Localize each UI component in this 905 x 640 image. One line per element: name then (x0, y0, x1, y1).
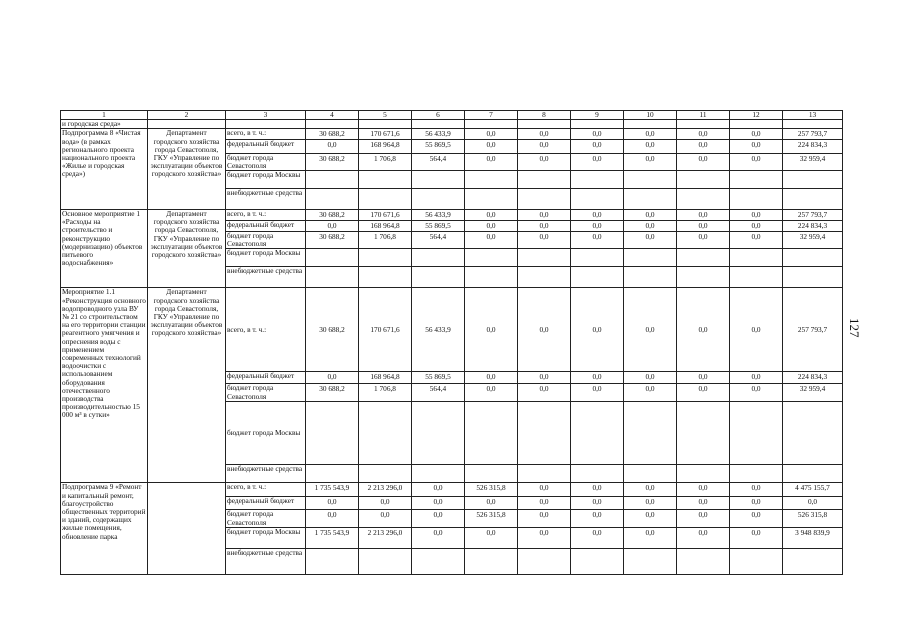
empty-cell (571, 171, 624, 189)
value-cell: 0,0 (465, 232, 518, 249)
value-cell: 0,0 (677, 153, 730, 170)
empty-cell (730, 189, 783, 210)
empty-cell (359, 171, 412, 189)
empty-cell (412, 249, 465, 267)
value-cell: 0,0 (624, 129, 677, 139)
funding-source-label: всего, в т. ч.: (226, 288, 306, 372)
empty-cell (465, 548, 518, 574)
empty-cell (783, 548, 843, 574)
empty-cell (306, 465, 359, 483)
empty-cell (518, 465, 571, 483)
program-name: Основное мероприятие 1 «Расходы на строительство и реконструкцию (модернизацию) объектов питьевого водоснабжения» (61, 210, 148, 288)
header-cell: 12 (730, 111, 783, 120)
value-cell: 526 315,8 (465, 483, 518, 497)
value-cell: 0,0 (412, 497, 465, 510)
value-cell: 32 959,4 (783, 384, 843, 402)
value-cell: 0,0 (518, 210, 571, 221)
value-cell: 32 959,4 (783, 232, 843, 249)
empty-cell (359, 267, 412, 288)
value-cell: 0,0 (518, 232, 571, 249)
value-cell: 56 433,9 (412, 288, 465, 372)
value-cell: 2 213 296,0 (359, 483, 412, 497)
value-cell: 0,0 (465, 384, 518, 402)
value-cell: 526 315,8 (783, 510, 843, 527)
funding-source-label: бюджет города Москвы (226, 171, 306, 189)
value-cell: 0,0 (518, 527, 571, 548)
empty-cell (412, 171, 465, 189)
empty-cell (677, 548, 730, 574)
table-row (61, 210, 843, 221)
funding-source-label: бюджет города Москвы (226, 527, 306, 548)
value-cell: 0,0 (730, 288, 783, 372)
empty-cell (518, 189, 571, 210)
value-cell: 0,0 (571, 510, 624, 527)
value-cell: 0,0 (571, 153, 624, 170)
value-cell: 0,0 (624, 527, 677, 548)
empty-cell (571, 120, 624, 129)
value-cell: 0,0 (677, 139, 730, 153)
value-cell: 0,0 (571, 527, 624, 548)
table-row (61, 288, 843, 372)
empty-cell (148, 120, 226, 129)
empty-cell (730, 171, 783, 189)
value-cell: 30 688,2 (306, 153, 359, 170)
value-cell: 0,0 (730, 139, 783, 153)
empty-cell (783, 465, 843, 483)
header-cell: 4 (306, 111, 359, 120)
value-cell: 0,0 (677, 497, 730, 510)
value-cell: 0,0 (624, 384, 677, 402)
empty-cell (518, 249, 571, 267)
empty-cell (624, 402, 677, 465)
header-cell: 3 (226, 111, 306, 120)
value-cell: 0,0 (359, 497, 412, 510)
empty-cell (306, 171, 359, 189)
header-cell: 6 (412, 111, 465, 120)
empty-cell (571, 189, 624, 210)
empty-cell (226, 120, 306, 129)
value-cell: 526 315,8 (465, 510, 518, 527)
empty-cell (624, 548, 677, 574)
value-cell: 0,0 (624, 497, 677, 510)
value-cell: 257 793,7 (783, 288, 843, 372)
value-cell: 0,0 (571, 129, 624, 139)
value-cell: 4 475 155,7 (783, 483, 843, 497)
empty-cell (677, 465, 730, 483)
value-cell: 168 964,8 (359, 139, 412, 153)
empty-cell (306, 267, 359, 288)
value-cell: 0,0 (518, 129, 571, 139)
value-cell: 0,0 (730, 497, 783, 510)
empty-cell (677, 249, 730, 267)
value-cell: 0,0 (465, 497, 518, 510)
value-cell: 0,0 (518, 372, 571, 384)
header-cell: 11 (677, 111, 730, 120)
empty-cell (412, 402, 465, 465)
empty-cell (677, 189, 730, 210)
value-cell: 56 433,9 (412, 129, 465, 139)
empty-cell (412, 465, 465, 483)
funding-source-label: бюджет города Москвы (226, 249, 306, 267)
empty-cell (677, 171, 730, 189)
value-cell: 0,0 (465, 288, 518, 372)
value-cell: 0,0 (518, 139, 571, 153)
value-cell: 0,0 (730, 153, 783, 170)
header-cell: 13 (783, 111, 843, 120)
value-cell: 0,0 (465, 527, 518, 548)
value-cell: 0,0 (518, 483, 571, 497)
value-cell: 0,0 (306, 372, 359, 384)
value-cell: 0,0 (677, 527, 730, 548)
value-cell: 564,4 (412, 384, 465, 402)
value-cell: 168 964,8 (359, 372, 412, 384)
empty-cell (783, 189, 843, 210)
header-cell: 7 (465, 111, 518, 120)
empty-cell (465, 171, 518, 189)
empty-cell (571, 548, 624, 574)
value-cell: 257 793,7 (783, 210, 843, 221)
empty-cell (465, 402, 518, 465)
empty-cell (306, 120, 359, 129)
value-cell: 56 433,9 (412, 210, 465, 221)
value-cell: 0,0 (571, 210, 624, 221)
value-cell: 0,0 (677, 232, 730, 249)
value-cell: 564,4 (412, 232, 465, 249)
empty-cell (306, 548, 359, 574)
funding-source-label: бюджет города Севастополя (226, 510, 306, 527)
value-cell: 0,0 (624, 232, 677, 249)
executor: Департамент городского хозяйства города Севастополя, ГКУ «Управление по эксплуатации объектов городского хозяйства» (148, 288, 226, 483)
value-cell: 30 688,2 (306, 384, 359, 402)
program-name: Подпрограмма 8 «Чистая вода» (в рамках регионального проекта национального проекта «Жилье и городская среда») (61, 129, 148, 210)
empty-cell (465, 465, 518, 483)
value-cell: 0,0 (571, 221, 624, 232)
value-cell: 0,0 (571, 497, 624, 510)
empty-cell (412, 267, 465, 288)
value-cell: 224 834,3 (783, 221, 843, 232)
value-cell: 0,0 (624, 139, 677, 153)
value-cell: 55 869,5 (412, 372, 465, 384)
value-cell: 0,0 (677, 210, 730, 221)
value-cell: 564,4 (412, 153, 465, 170)
empty-cell (412, 189, 465, 210)
value-cell: 30 688,2 (306, 232, 359, 249)
empty-cell (412, 548, 465, 574)
value-cell: 0,0 (412, 527, 465, 548)
empty-cell (624, 267, 677, 288)
value-cell: 0,0 (359, 510, 412, 527)
empty-cell (730, 267, 783, 288)
value-cell: 0,0 (518, 221, 571, 232)
value-cell: 0,0 (624, 372, 677, 384)
value-cell: 1 735 543,9 (306, 527, 359, 548)
empty-cell (306, 189, 359, 210)
value-cell: 257 793,7 (783, 129, 843, 139)
value-cell: 0,0 (624, 210, 677, 221)
value-cell: 0,0 (518, 288, 571, 372)
empty-cell (677, 402, 730, 465)
value-cell: 2 213 296,0 (359, 527, 412, 548)
empty-cell (677, 267, 730, 288)
value-cell: 0,0 (465, 139, 518, 153)
empty-cell (783, 249, 843, 267)
empty-cell (624, 171, 677, 189)
empty-cell (518, 171, 571, 189)
program-name: Подпрограмма 9 «Ремонт и капитальный ремонт, благоустройство общественных территорий и зданий, содержащих жилые помещения, обновление парка (61, 483, 148, 574)
value-cell: 0,0 (730, 210, 783, 221)
value-cell: 0,0 (412, 510, 465, 527)
value-cell: 224 834,3 (783, 372, 843, 384)
executor: Департамент городского хозяйства города Севастополя, ГКУ «Управление по эксплуатации объектов городского хозяйства» (148, 129, 226, 210)
value-cell: 0,0 (412, 483, 465, 497)
value-cell: 0,0 (624, 483, 677, 497)
empty-cell (783, 120, 843, 129)
value-cell: 0,0 (465, 129, 518, 139)
value-cell: 0,0 (571, 139, 624, 153)
empty-cell (359, 249, 412, 267)
empty-cell (359, 120, 412, 129)
value-cell: 0,0 (730, 527, 783, 548)
funding-source-label: бюджет города Севастополя (226, 232, 306, 249)
empty-cell (518, 267, 571, 288)
empty-cell (412, 120, 465, 129)
empty-cell (518, 120, 571, 129)
value-cell: 0,0 (518, 510, 571, 527)
value-cell: 30 688,2 (306, 129, 359, 139)
value-cell: 0,0 (465, 221, 518, 232)
header-cell: 9 (571, 111, 624, 120)
funding-source-label: внебюджетные средства (226, 267, 306, 288)
funding-source-label: федеральный бюджет (226, 221, 306, 232)
table-row (61, 483, 843, 497)
value-cell: 1 706,8 (359, 153, 412, 170)
empty-cell (783, 402, 843, 465)
value-cell: 0,0 (624, 153, 677, 170)
value-cell: 0,0 (677, 221, 730, 232)
empty-cell (571, 267, 624, 288)
page-number: 127 (847, 318, 862, 338)
empty-cell (730, 249, 783, 267)
column-number-header (61, 111, 843, 120)
value-cell: 0,0 (677, 510, 730, 527)
value-cell: 0,0 (730, 221, 783, 232)
value-cell: 0,0 (571, 372, 624, 384)
funding-source-label: федеральный бюджет (226, 497, 306, 510)
value-cell: 0,0 (783, 497, 843, 510)
value-cell: 1 706,8 (359, 232, 412, 249)
empty-cell (730, 120, 783, 129)
funding-source-label: бюджет города Севастополя (226, 153, 306, 170)
value-cell: 0,0 (624, 221, 677, 232)
value-cell: 0,0 (677, 384, 730, 402)
value-cell: 30 688,2 (306, 210, 359, 221)
value-cell: 0,0 (465, 372, 518, 384)
empty-cell (624, 465, 677, 483)
value-cell: 30 688,2 (306, 288, 359, 372)
value-cell: 55 869,5 (412, 221, 465, 232)
value-cell: 170 671,6 (359, 288, 412, 372)
value-cell: 0,0 (730, 129, 783, 139)
empty-cell (306, 249, 359, 267)
executor (148, 483, 226, 574)
value-cell: 32 959,4 (783, 153, 843, 170)
value-cell: 0,0 (571, 232, 624, 249)
value-cell: 170 671,6 (359, 210, 412, 221)
empty-cell (465, 267, 518, 288)
value-cell: 0,0 (730, 510, 783, 527)
funding-source-label: всего, в т. ч.: (226, 210, 306, 221)
empty-cell (571, 465, 624, 483)
value-cell: 0,0 (677, 288, 730, 372)
empty-cell (465, 189, 518, 210)
empty-cell (465, 249, 518, 267)
value-cell: 0,0 (624, 288, 677, 372)
empty-cell (783, 171, 843, 189)
value-cell: 0,0 (677, 483, 730, 497)
continuation-text: и городская среда» (61, 120, 148, 129)
empty-cell (359, 548, 412, 574)
table-row (61, 129, 843, 139)
value-cell: 0,0 (306, 221, 359, 232)
funding-source-label: всего, в т. ч.: (226, 483, 306, 497)
value-cell: 0,0 (677, 129, 730, 139)
funding-source-label: внебюджетные средства (226, 465, 306, 483)
empty-cell (571, 402, 624, 465)
value-cell: 0,0 (624, 510, 677, 527)
empty-cell (624, 120, 677, 129)
program-name: Мероприятие 1.1 «Реконструкция основного водопроводного узла ВУ № 21 со строительством на его территории станции реагентного умягчения и опреснения воды с применением современных технологий водоочистки с использованием оборудования отечественного производства производительностью 15 000 м³ в сутки» (61, 288, 148, 483)
empty-cell (518, 548, 571, 574)
funding-source-label: внебюджетные средства (226, 548, 306, 574)
value-cell: 0,0 (465, 210, 518, 221)
header-cell: 1 (61, 111, 148, 120)
continuation-row (61, 120, 843, 129)
value-cell: 0,0 (730, 232, 783, 249)
empty-cell (730, 548, 783, 574)
empty-cell (783, 267, 843, 288)
empty-cell (677, 120, 730, 129)
funding-source-label: бюджет города Севастополя (226, 384, 306, 402)
value-cell: 1 706,8 (359, 384, 412, 402)
value-cell: 0,0 (306, 139, 359, 153)
empty-cell (730, 465, 783, 483)
value-cell: 3 948 839,9 (783, 527, 843, 548)
value-cell: 0,0 (306, 497, 359, 510)
value-cell: 1 735 543,9 (306, 483, 359, 497)
value-cell: 0,0 (306, 510, 359, 527)
empty-cell (359, 465, 412, 483)
header-cell: 10 (624, 111, 677, 120)
empty-cell (359, 402, 412, 465)
value-cell: 55 869,5 (412, 139, 465, 153)
value-cell: 0,0 (571, 288, 624, 372)
empty-cell (571, 249, 624, 267)
value-cell: 0,0 (518, 153, 571, 170)
value-cell: 224 834,3 (783, 139, 843, 153)
value-cell: 170 671,6 (359, 129, 412, 139)
funding-source-label: федеральный бюджет (226, 372, 306, 384)
executor: Департамент городского хозяйства города Севастополя, ГКУ «Управление по эксплуатации объектов городского хозяйства» (148, 210, 226, 288)
value-cell: 168 964,8 (359, 221, 412, 232)
empty-cell (306, 402, 359, 465)
empty-cell (359, 189, 412, 210)
empty-cell (518, 402, 571, 465)
value-cell: 0,0 (571, 483, 624, 497)
value-cell: 0,0 (677, 372, 730, 384)
empty-cell (624, 249, 677, 267)
funding-source-label: федеральный бюджет (226, 139, 306, 153)
funding-source-label: всего, в т. ч.: (226, 129, 306, 139)
empty-cell (624, 189, 677, 210)
value-cell: 0,0 (730, 483, 783, 497)
value-cell: 0,0 (730, 384, 783, 402)
funding-source-label: бюджет города Москвы (226, 402, 306, 465)
value-cell: 0,0 (465, 153, 518, 170)
value-cell: 0,0 (518, 384, 571, 402)
header-cell: 8 (518, 111, 571, 120)
header-cell: 5 (359, 111, 412, 120)
empty-cell (730, 402, 783, 465)
budget-table (60, 110, 843, 575)
header-cell: 2 (148, 111, 226, 120)
value-cell: 0,0 (730, 372, 783, 384)
value-cell: 0,0 (518, 497, 571, 510)
funding-source-label: внебюджетные средства (226, 189, 306, 210)
value-cell: 0,0 (571, 384, 624, 402)
empty-cell (465, 120, 518, 129)
